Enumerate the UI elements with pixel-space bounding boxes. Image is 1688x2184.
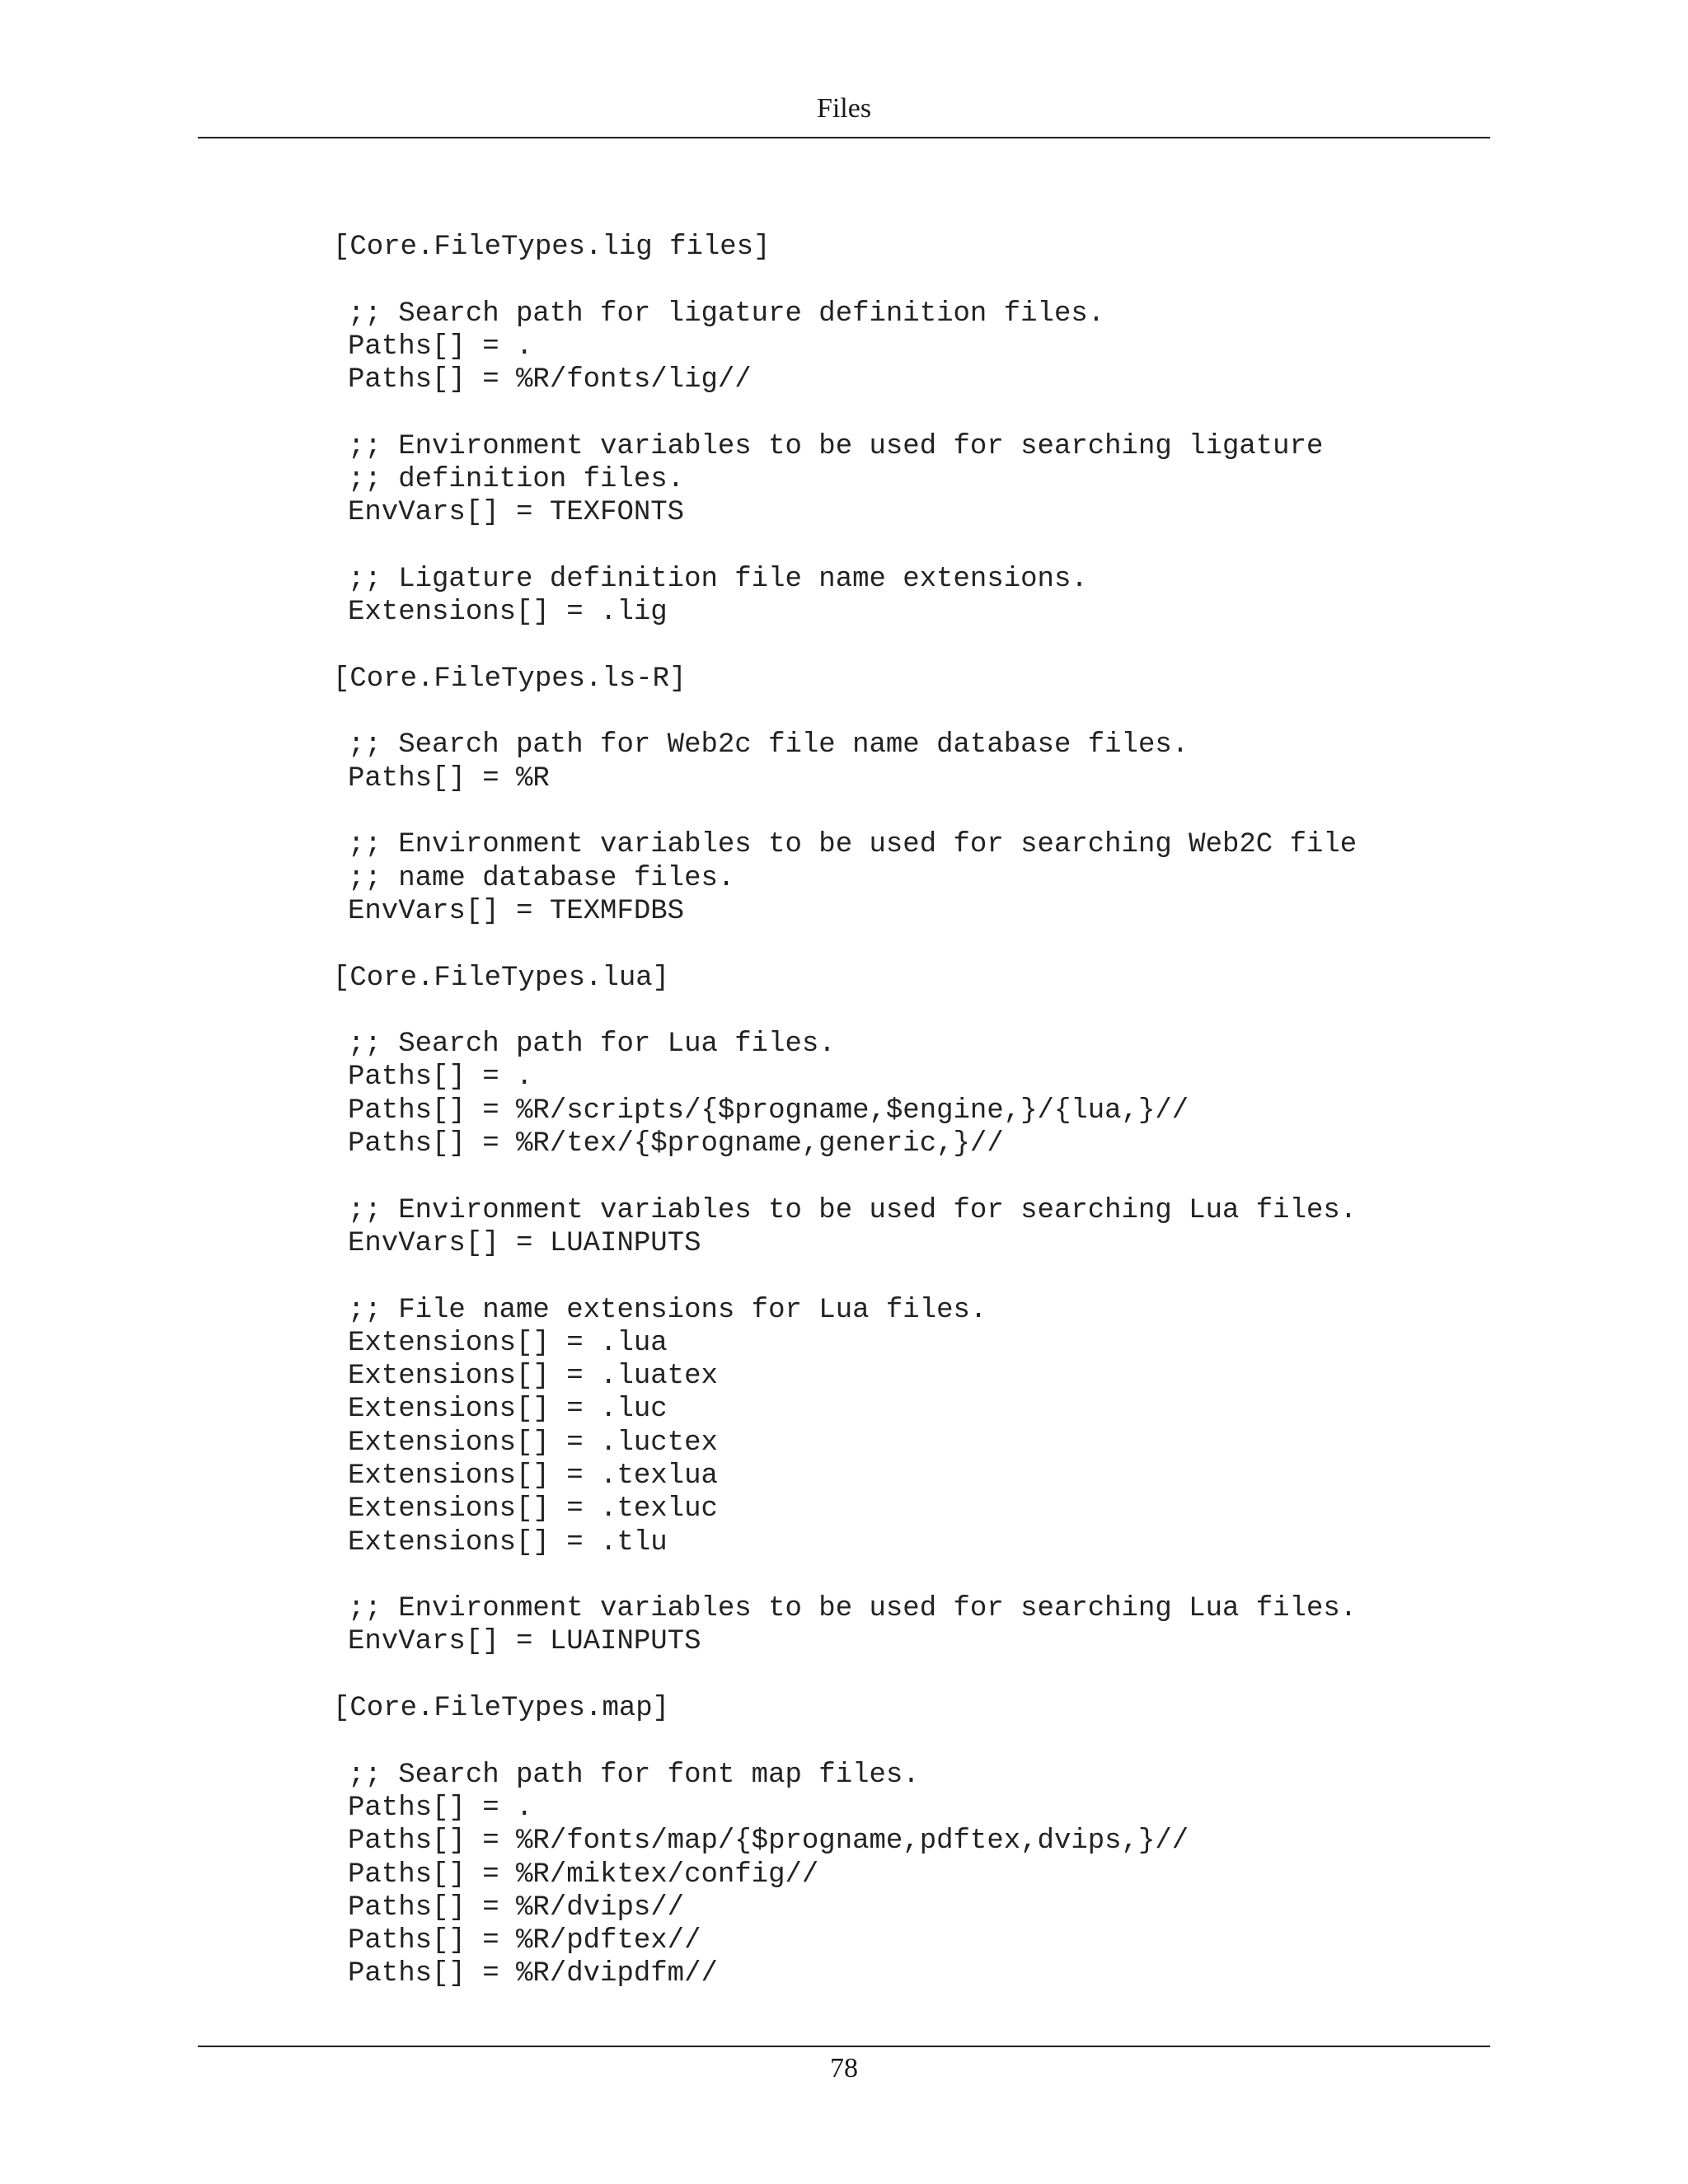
code-line: Paths[] = %R/scripts/{$progname,$engine,}/{lua,}// — [348, 1094, 1189, 1127]
code-line: Extensions[] = .texluc — [348, 1493, 718, 1526]
code-line: Paths[] = %R/dvips// — [348, 1891, 685, 1924]
page-header-title: Files — [816, 93, 872, 124]
code-line: Paths[] = . — [348, 1792, 533, 1824]
footer-divider — [198, 2046, 1490, 2047]
code-line: Paths[] = . — [348, 1062, 533, 1094]
code-line: EnvVars[] = LUAINPUTS — [348, 1227, 701, 1259]
code-line: Paths[] = %R/fonts/lig// — [348, 364, 752, 396]
code-line: [Core.FileTypes.lig files] — [333, 232, 771, 263]
code-line: Extensions[] = .tlu — [348, 1526, 668, 1558]
code-listing — [333, 231, 1357, 1991]
code-line: ;; Environment variables to be used for searching ligature — [348, 430, 1324, 462]
code-line: ;; Search path for Lua files. — [348, 1029, 836, 1061]
code-blank-line — [333, 995, 1357, 1028]
code-line: EnvVars[] = TEXMFDBS — [348, 895, 685, 927]
code-line: ;; Search path for ligature definition files. — [348, 298, 1105, 330]
code-line: Extensions[] = .lua — [348, 1327, 668, 1359]
code-line: Paths[] = %R — [348, 762, 550, 794]
page-number: 78 — [830, 2053, 858, 2083]
code-line: Paths[] = %R/pdftex// — [348, 1925, 701, 1957]
code-line: Paths[] = %R/tex/{$progname,generic,}// — [348, 1128, 1004, 1160]
code-line: ;; Search path for font map files. — [348, 1759, 920, 1791]
code-blank-line — [333, 1260, 1357, 1293]
code-line: Paths[] = %R/miktex/config// — [348, 1858, 819, 1891]
code-line: ;; Environment variables to be used for searching Lua files. — [348, 1194, 1357, 1226]
code-line: ;; Ligature definition file name extensions. — [348, 563, 1088, 595]
code-blank-line — [333, 630, 1357, 663]
code-line: Extensions[] = .lig — [348, 597, 668, 629]
code-blank-line — [333, 1160, 1357, 1193]
code-line: EnvVars[] = TEXFONTS — [348, 497, 685, 529]
code-line: Extensions[] = .luctex — [348, 1427, 718, 1459]
code-line: Extensions[] = .texlua — [348, 1460, 718, 1492]
code-line: Paths[] = %R/fonts/map/{$progname,pdftex,dvips,}// — [348, 1825, 1189, 1858]
header-divider — [198, 137, 1490, 138]
code-blank-line — [333, 1559, 1357, 1592]
code-line: Extensions[] = .luatex — [348, 1361, 718, 1393]
code-line: Paths[] = . — [348, 330, 533, 363]
code-line: EnvVars[] = LUAINPUTS — [348, 1626, 701, 1658]
code-line: [Core.FileTypes.ls-R] — [333, 663, 687, 695]
code-blank-line — [333, 928, 1357, 961]
code-blank-line — [333, 1725, 1357, 1758]
code-line: ;; Search path for Web2c file name database files. — [348, 729, 1189, 762]
code-blank-line — [333, 264, 1357, 297]
code-blank-line — [333, 396, 1357, 429]
code-line: [Core.FileTypes.map] — [333, 1693, 670, 1725]
code-line: ;; definition files. — [348, 464, 685, 496]
code-blank-line — [333, 696, 1357, 729]
code-line: ;; Environment variables to be used for searching Web2C file — [348, 829, 1357, 861]
code-line: Paths[] = %R/dvipdfm// — [348, 1958, 718, 1990]
code-line: ;; Environment variables to be used for searching Lua files. — [348, 1593, 1357, 1625]
code-blank-line — [333, 530, 1357, 563]
code-line: ;; File name extensions for Lua files. — [348, 1294, 987, 1326]
code-line: ;; name database files. — [348, 862, 735, 894]
code-blank-line — [333, 795, 1357, 828]
code-line: Extensions[] = .luc — [348, 1394, 668, 1426]
code-blank-line — [333, 1659, 1357, 1692]
code-line: [Core.FileTypes.lua] — [333, 962, 670, 994]
